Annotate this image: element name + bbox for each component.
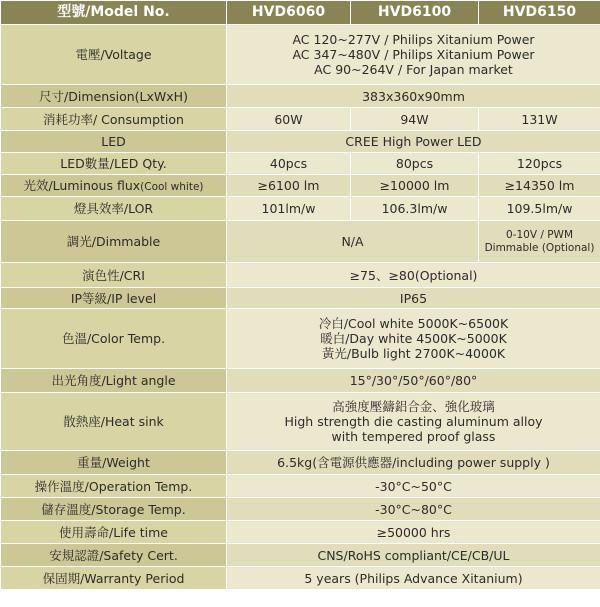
row-lor bbox=[1, 197, 600, 221]
heat-sink-line: High strength die casting aluminum alloy bbox=[284, 414, 543, 429]
dimmable-value-hvd6150 bbox=[479, 221, 600, 263]
dimmable-value: N/A bbox=[227, 221, 479, 263]
color-temp-line: 黃光/Bulb light 2700K~4000K bbox=[321, 346, 506, 361]
ip-level-label: IP等級/IP level bbox=[1, 288, 227, 309]
led-qty-label: LED數量/LED Qty. bbox=[1, 153, 227, 175]
heat-sink-line: with tempered proof glass bbox=[331, 429, 496, 444]
ip-level-value: IP65 bbox=[227, 288, 600, 309]
led-qty-value-hvd6100: 80pcs bbox=[351, 153, 479, 175]
lor-value-hvd6060: 101lm/w bbox=[227, 197, 351, 221]
header-model-hvd6150: HVD6150 bbox=[479, 1, 600, 25]
storage-temp-value: -30°C~80°C bbox=[227, 498, 600, 521]
row-dimmable bbox=[1, 221, 600, 263]
lor-value-hvd6150: 109.5lm/w bbox=[479, 197, 600, 221]
luminous-flux-value-hvd6150: ≥14350 lm bbox=[479, 175, 600, 197]
heat-sink-value bbox=[227, 393, 600, 451]
luminous-flux-value-hvd6100: ≥10000 lm bbox=[351, 175, 479, 197]
heat-sink-line: 高強度壓鑄鋁合金、強化玻璃 bbox=[332, 399, 495, 414]
luminous-flux-label-sub: (Cool white) bbox=[140, 180, 204, 193]
operation-temp-value: -30°C~50°C bbox=[227, 475, 600, 498]
voltage-line: AC 347~480V / Philips Xitanium Power bbox=[292, 47, 535, 62]
heat-sink-label: 散熱座/Heat sink bbox=[1, 393, 227, 451]
cri-value: ≥75、≥80(Optional) bbox=[227, 263, 600, 288]
weight-label: 重量/Weight bbox=[1, 451, 227, 475]
consumption-value-hvd6150: 131W bbox=[479, 108, 600, 131]
cri-label: 演色性/CRI bbox=[1, 263, 227, 288]
storage-temp-label: 儲存溫度/Storage Temp. bbox=[1, 498, 227, 521]
voltage-label: 電壓/Voltage bbox=[1, 25, 227, 85]
lor-value-hvd6100: 106.3lm/w bbox=[351, 197, 479, 221]
dimmable-option-line: Dimmable (Optional) bbox=[484, 241, 595, 254]
luminous-flux-label-main: 光效/Luminous flux bbox=[23, 177, 141, 193]
warranty-label: 保固期/Warranty Period bbox=[1, 567, 227, 590]
row-dimension bbox=[1, 85, 600, 108]
row-consumption bbox=[1, 108, 600, 131]
safety-cert-label: 安規認證/Safety Cert. bbox=[1, 544, 227, 567]
consumption-label: 消耗功率/ Consumption bbox=[1, 108, 227, 131]
operation-temp-label: 操作溫度/Operation Temp. bbox=[1, 475, 227, 498]
color-temp-label: 色溫/Color Temp. bbox=[1, 309, 227, 369]
voltage-value bbox=[227, 25, 600, 85]
header-model-hvd6100: HVD6100 bbox=[351, 1, 479, 25]
weight-value: 6.5kg(含電源供應器/including power supply ) bbox=[227, 451, 600, 475]
header-row bbox=[1, 1, 600, 25]
color-temp-value bbox=[227, 309, 600, 369]
voltage-line: AC 90~264V / For Japan market bbox=[314, 62, 513, 77]
consumption-value-hvd6060: 60W bbox=[227, 108, 351, 131]
luminous-flux-value-hvd6060: ≥6100 lm bbox=[227, 175, 351, 197]
row-weight bbox=[1, 451, 600, 475]
header-model-label: 型號/Model No. bbox=[1, 1, 227, 25]
consumption-value-hvd6100: 94W bbox=[351, 108, 479, 131]
light-angle-label: 出光角度/Light angle bbox=[1, 369, 227, 393]
row-light-angle bbox=[1, 369, 600, 393]
dimmable-option-line: 0-10V / PWM bbox=[506, 228, 573, 241]
color-temp-line: 冷白/Cool white 5000K~6500K bbox=[318, 316, 509, 331]
dimmable-label: 調光/Dimmable bbox=[1, 221, 227, 263]
warranty-value: 5 years (Philips Advance Xitanium) bbox=[227, 567, 600, 590]
dimension-label: 尺寸/Dimension(LxWxH) bbox=[1, 85, 227, 108]
row-ip-level bbox=[1, 288, 600, 309]
lor-label: 燈具效率/LOR bbox=[1, 197, 227, 221]
luminous-flux-label bbox=[1, 175, 227, 197]
row-cri bbox=[1, 263, 600, 288]
row-operation-temp bbox=[1, 475, 600, 498]
life-time-label: 使用壽命/Life time bbox=[1, 521, 227, 544]
row-voltage bbox=[1, 25, 600, 85]
header-model-hvd6060: HVD6060 bbox=[227, 1, 351, 25]
led-value: CREE High Power LED bbox=[227, 131, 600, 153]
row-warranty bbox=[1, 567, 600, 590]
voltage-line: AC 120~277V / Philips Xitanium Power bbox=[292, 32, 535, 47]
row-safety-cert bbox=[1, 544, 600, 567]
color-temp-line: 暖白/Day white 4500K~5000K bbox=[320, 331, 507, 346]
dimension-value: 383x360x90mm bbox=[227, 85, 600, 108]
light-angle-value: 15°/30°/50°/60°/80° bbox=[227, 369, 600, 393]
row-led bbox=[1, 131, 600, 153]
led-qty-value-hvd6150: 120pcs bbox=[479, 153, 600, 175]
row-heat-sink bbox=[1, 393, 600, 451]
life-time-value: ≥50000 hrs bbox=[227, 521, 600, 544]
led-label: LED bbox=[1, 131, 227, 153]
safety-cert-value: CNS/RoHS compliant/CE/CB/UL bbox=[227, 544, 600, 567]
row-life-time bbox=[1, 521, 600, 544]
row-luminous-flux bbox=[1, 175, 600, 197]
led-qty-value-hvd6060: 40pcs bbox=[227, 153, 351, 175]
row-storage-temp bbox=[1, 498, 600, 521]
row-led-qty bbox=[1, 153, 600, 175]
row-color-temp bbox=[1, 309, 600, 369]
